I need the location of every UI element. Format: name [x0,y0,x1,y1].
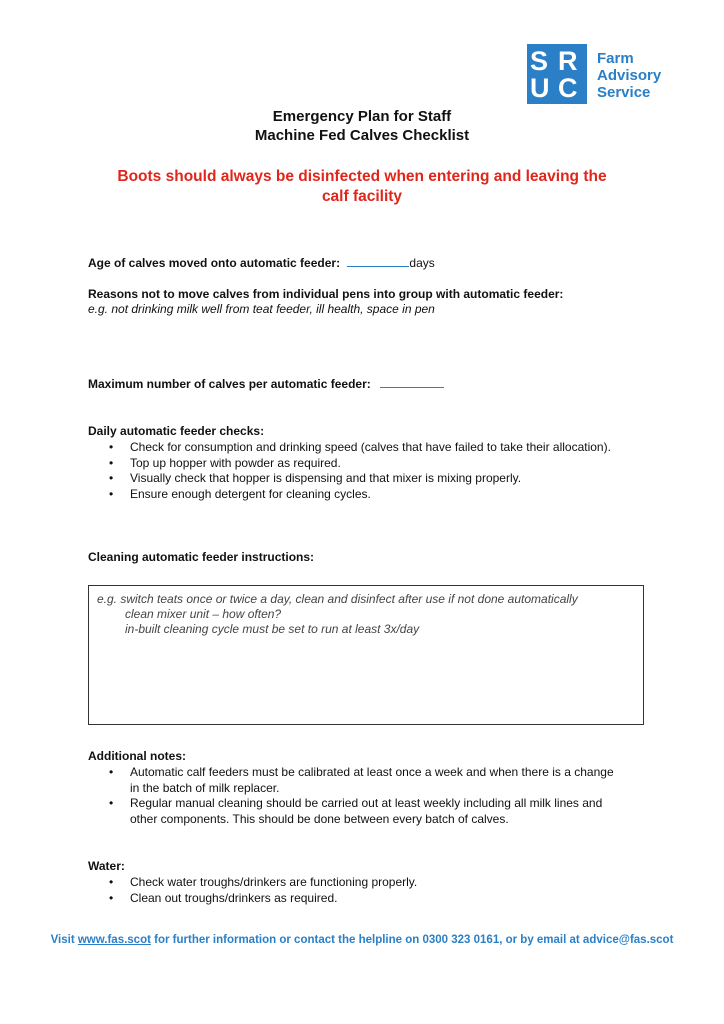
footer-suffix: for further information or contact the helpline on 0300 323 0161, or by email at advice@fas.scot [150,934,674,946]
cleaning-instructions-box[interactable] [88,585,644,725]
reasons-label: Reasons not to move calves from individual pens into group with automatic feeder: [88,287,564,301]
age-blank-field[interactable] [347,266,409,267]
logo-wordmark [597,50,661,101]
logo-letter-p: C [558,73,578,103]
age-label: Age of calves moved onto automatic feeder: [88,256,341,270]
list-item: • Ensure enough detergent for cleaning cycles. [88,487,618,503]
additional-notes-label: Additional notes: [88,749,186,763]
list-item: • Regular manual cleaning should be carried out at least weekly including all milk lines and other components. This should be done between every batch of calves. [88,796,618,827]
age-row [88,256,435,270]
additional-notes-list [88,765,618,827]
page-subtitle: Machine Fed Calves Checklist [254,127,470,144]
warning-line-2: calf facility [321,188,403,205]
footer-prefix: Visit [50,934,78,946]
logo-letter-d: U [530,73,550,103]
age-suffix: days [409,256,435,270]
daily-checks-label: Daily automatic feeder checks: [88,424,265,438]
cleaning-label: Cleaning automatic feeder instructions: [88,550,315,564]
footer [0,934,724,946]
list-item: • Check water troughs/drinkers are functioning properly. [88,875,618,891]
logo-word-advisory: Advisory [597,67,662,84]
footer-website-link[interactable]: www.fas.scot [77,934,151,946]
max-calves-row [88,377,444,391]
list-item: • Check for consumption and drinking speed (calves that have failed to take their allocation). [88,440,618,456]
logo-letter-r: R [558,46,578,76]
logo-word-farm: Farm [597,50,634,67]
max-calves-blank-field[interactable] [380,387,444,388]
cleaning-box-line-1: e.g. switch teats once or twice a day, clean and disinfect after use if not done automatically [97,592,578,606]
max-calves-label: Maximum number of calves per automatic feeder: [88,377,371,391]
cleaning-box-line-2: clean mixer unit – how often? [125,607,282,621]
water-label: Water: [88,859,125,873]
logo-word-service: Service [597,84,651,101]
warning-line-1: Boots should always be disinfected when entering and leaving the [117,168,607,185]
list-item: • Clean out troughs/drinkers as required. [88,891,618,907]
list-item: • Automatic calf feeders must be calibrated at least once a week and when there is a change in the batch of milk replacer. [88,765,618,796]
srdp-logo [527,44,587,104]
logo-letter-s: S [530,46,549,76]
list-item: • Visually check that hopper is dispensing and that mixer is mixing properly. [88,471,618,487]
page-title: Emergency Plan for Staff [272,108,452,125]
water-list [88,875,618,906]
list-item: • Top up hopper with powder as required. [88,456,618,472]
reasons-example: e.g. not drinking milk well from teat feeder, ill health, space in pen [88,302,435,316]
cleaning-box-line-3: in-built cleaning cycle must be set to run at least 3x/day [125,622,420,636]
daily-checks-list [88,440,618,502]
